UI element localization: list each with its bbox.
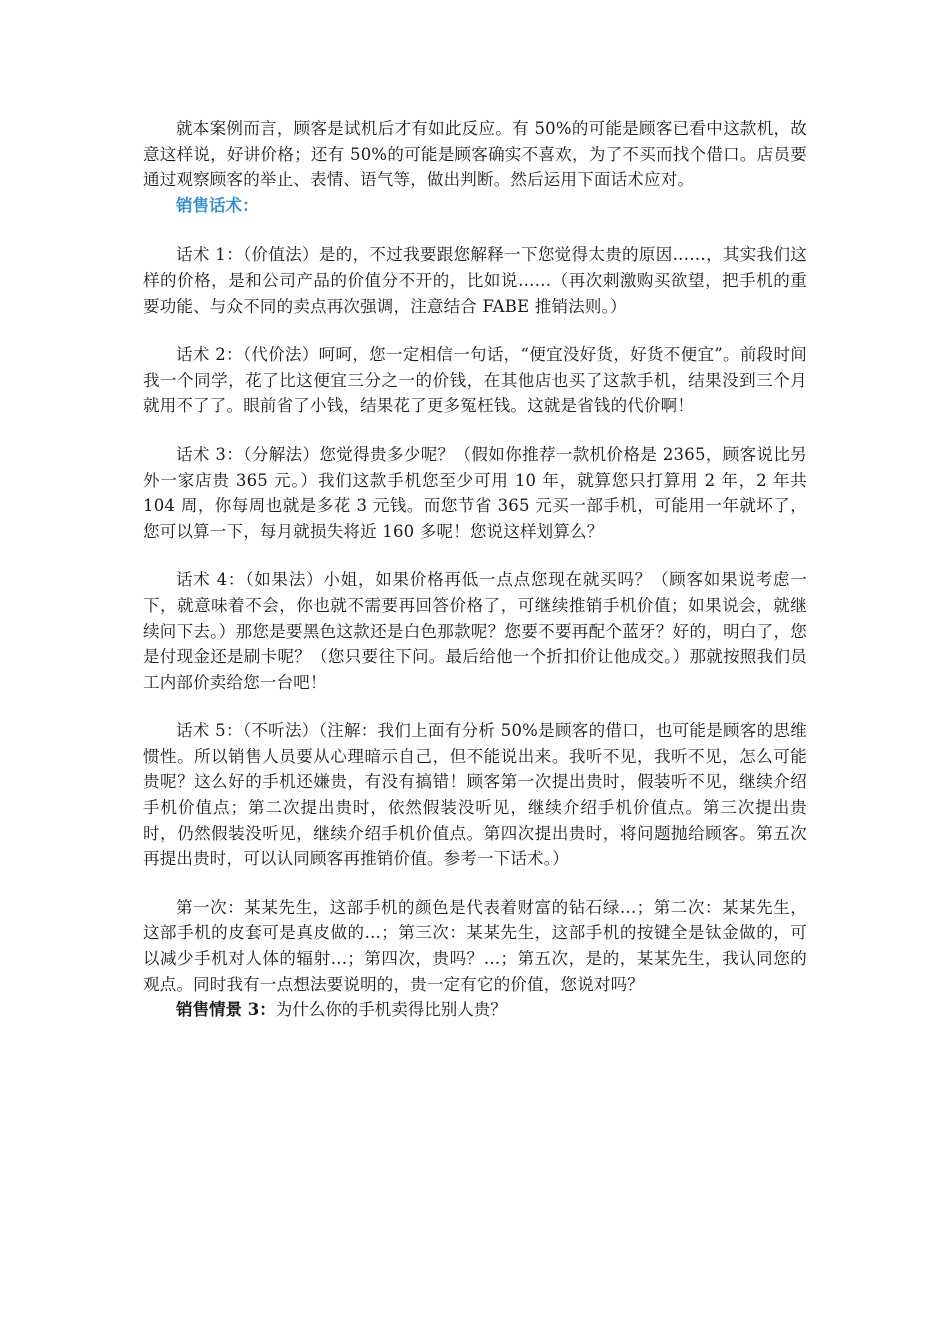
section-heading: 销售话术： xyxy=(176,195,259,215)
script-2-paragraph: 话术 2：（代价法）呵呵，您一定相信一句话，“便宜没好货，好货不便宜”。前段时间我一个同学，花了比这便宜三分之一的价钱，在其他店也买了这款手机，结果没到三个月就用不了了。眼前省了小钱，结果花了更多冤枉钱。这就是省钱的代价啊！ xyxy=(143,345,807,416)
script-4-paragraph: 话术 4：（如果法）小姐，如果价格再低一点点您现在就买吗？（顾客如果说考虑一下，就意味着不会，你也就不需要再回答价格了，可继续推销手机价值；如果说会，就继续问下去。）那您是要黑色这款还是白色那款呢？您要不要再配个蓝牙？好的，明白了，您是付现金还是刷卡呢？（您只要往下问。最后给他一个折扣价让他成交。）那就按照我们员工内部价卖给您一台吧！ xyxy=(143,570,807,692)
situation-label: 销售情景 3： xyxy=(176,1000,276,1020)
sales-situation xyxy=(143,997,807,1023)
script-3-paragraph: 话术 3：（分解法）您觉得贵多少呢？（假如你推荐一款机价格是 2365，顾客说比另外一家店贵 365 元。）我们这款手机您至少可用 10 年，就算您只打算用 2 年，2 年共 104 周，你每周也就是多花 3 元钱。而您节省 365 元买一部手机，可能用一年就坏了，您可以算一下，每月就损失将近 160 多呢！您说这样划算么？ xyxy=(143,444,807,541)
script-5-paragraph: 话术 5：（不听法）（注解：我们上面有分析 50%是顾客的借口，也可能是顾客的思维惯性。所以销售人员要从心理暗示自己，但不能说出来。我听不见，我听不见，怎么可能贵呢？这么好的手机还嫌贵，有没有搞错！顾客第一次提出贵时，假装听不见，继续介绍手机价值点；第二次提出贵时，依然假装没听见，继续介绍手机价值点。第三次提出贵时，仍然假装没听见，继续介绍手机价值点。第四次提出贵时，将问题抛给顾客。第五次再提出贵时，可以认同顾客再推销价值。参考一下话术。） xyxy=(143,721,807,869)
document-page xyxy=(143,116,807,1023)
situation-text: 为什么你的手机卖得比别人贵？ xyxy=(275,1000,507,1020)
example-responses-paragraph: 第一次：某某先生，这部手机的颜色是代表着财富的钻石绿…；第二次：某某先生，这部手机的皮套可是真皮做的…；第三次：某某先生，这部手机的按键全是钛金做的，可以减少手机对人体的辐射…；第四次，贵吗？…；第五次，是的，某某先生，我认同您的观点。同时我有一点想法要说明的，贵一定有它的价值，您说对吗？ xyxy=(143,897,807,994)
intro-paragraph: 就本案例而言，顾客是试机后才有如此反应。有 50%的可能是顾客已看中这款机，故意这样说，好讲价格；还有 50%的可能是顾客确实不喜欢，为了不买而找个借口。店员要通过观察顾客的举止、表情、语气等，做出判断。然后运用下面话术应对。 xyxy=(143,119,807,190)
script-1-paragraph: 话术 1：（价值法）是的，不过我要跟您解释一下您觉得太贵的原因……，其实我们这样的价格，是和公司产品的价值分不开的，比如说……（再次刺激购买欲望，把手机的重要功能、与众不同的卖点再次强调，注意结合 FABE 推销法则。） xyxy=(143,245,807,316)
